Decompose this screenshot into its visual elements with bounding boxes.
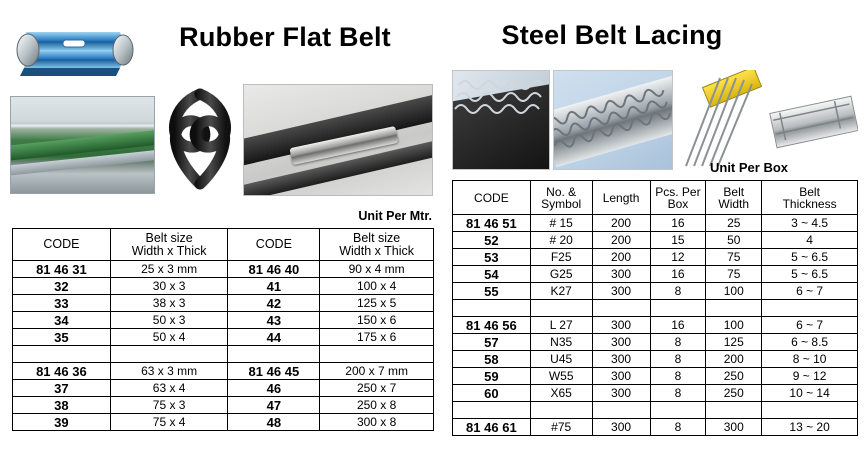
table-group-separator bbox=[453, 402, 858, 419]
cell-code: 55 bbox=[453, 283, 531, 300]
header-code: CODE bbox=[453, 181, 531, 215]
cell-thickness: 5 ~ 6.5 bbox=[762, 249, 858, 266]
cell-width: 100 bbox=[706, 317, 762, 334]
cell-size: 25 x 3 mm bbox=[110, 261, 228, 278]
table-row bbox=[13, 380, 434, 397]
header-pcs-line2: Box bbox=[667, 196, 689, 211]
cell-code: 81 46 31 bbox=[13, 261, 111, 278]
cell-code: 34 bbox=[13, 312, 111, 329]
cell-length: 300 bbox=[592, 317, 650, 334]
cell-symbol: G25 bbox=[530, 266, 592, 283]
cell-symbol: U45 bbox=[530, 351, 592, 368]
table-row bbox=[453, 334, 858, 351]
cell-code: 81 46 56 bbox=[453, 317, 531, 334]
cell-length: 200 bbox=[592, 215, 650, 232]
cell-width: 100 bbox=[706, 283, 762, 300]
header-width-line2: Width bbox=[718, 196, 750, 211]
table-row bbox=[453, 351, 858, 368]
cell-length: 300 bbox=[592, 351, 650, 368]
table-row bbox=[453, 215, 858, 232]
cell-symbol: # 15 bbox=[530, 215, 592, 232]
table-row bbox=[13, 363, 434, 380]
header-symbol-line2: Symbol bbox=[541, 196, 582, 211]
cell-size: 50 x 4 bbox=[110, 329, 228, 346]
cell-code-2: 81 46 45 bbox=[228, 363, 320, 380]
header-size-2-line1: Belt size bbox=[353, 231, 401, 245]
cell-pcs: 8 bbox=[650, 334, 706, 351]
cell-width: 300 bbox=[706, 419, 762, 436]
conveyor-photo bbox=[10, 96, 155, 194]
cell-code: 54 bbox=[453, 266, 531, 283]
cell-size: 75 x 3 bbox=[110, 397, 228, 414]
cell-thickness: 3 ~ 4.5 bbox=[762, 215, 858, 232]
cell-code: 57 bbox=[453, 334, 531, 351]
cell-thickness: 9 ~ 12 bbox=[762, 368, 858, 385]
cell-width: 25 bbox=[706, 215, 762, 232]
cell-code: 52 bbox=[453, 232, 531, 249]
header-symbol bbox=[530, 181, 592, 215]
cell-width: 50 bbox=[706, 232, 762, 249]
header-belt-width bbox=[706, 181, 762, 215]
table-header-row bbox=[13, 229, 434, 261]
table-row bbox=[453, 266, 858, 283]
cell-size: 50 x 3 bbox=[110, 312, 228, 329]
cell-code-2: 41 bbox=[228, 278, 320, 295]
cell-pcs: 16 bbox=[650, 266, 706, 283]
cell-size-2: 250 x 8 bbox=[320, 397, 434, 414]
table-row bbox=[13, 397, 434, 414]
cell-code-2: 44 bbox=[228, 329, 320, 346]
cell-length: 300 bbox=[592, 334, 650, 351]
table-row bbox=[13, 414, 434, 431]
cell-size-2: 200 x 7 mm bbox=[320, 363, 434, 380]
cell-pcs: 8 bbox=[650, 368, 706, 385]
cell-length: 300 bbox=[592, 419, 650, 436]
rubber-belt-table bbox=[12, 228, 434, 431]
cell-pcs: 8 bbox=[650, 419, 706, 436]
cell-code: 33 bbox=[13, 295, 111, 312]
cell-pcs: 12 bbox=[650, 249, 706, 266]
cell-code: 37 bbox=[13, 380, 111, 397]
table-group-separator bbox=[453, 300, 858, 317]
cell-length: 300 bbox=[592, 283, 650, 300]
cell-symbol: W55 bbox=[530, 368, 592, 385]
cell-pcs: 15 bbox=[650, 232, 706, 249]
table-group-separator bbox=[13, 346, 434, 363]
table-row bbox=[453, 317, 858, 334]
header-belt-thickness bbox=[762, 181, 858, 215]
cell-code-2: 46 bbox=[228, 380, 320, 397]
cell-length: 200 bbox=[592, 249, 650, 266]
cell-size-2: 300 x 8 bbox=[320, 414, 434, 431]
cell-thickness: 5 ~ 6.5 bbox=[762, 266, 858, 283]
header-pcs-line1: Pcs. Per bbox=[655, 184, 701, 199]
cell-size-2: 90 x 4 mm bbox=[320, 261, 434, 278]
cell-symbol: N35 bbox=[530, 334, 592, 351]
cell-code: 59 bbox=[453, 368, 531, 385]
cell-pcs: 8 bbox=[650, 283, 706, 300]
table-row bbox=[453, 368, 858, 385]
table-row bbox=[453, 419, 858, 436]
page-title-left: Rubber Flat Belt bbox=[179, 22, 391, 52]
table-row bbox=[453, 232, 858, 249]
cell-size: 75 x 4 bbox=[110, 414, 228, 431]
cell-symbol: X65 bbox=[530, 385, 592, 402]
cell-length: 300 bbox=[592, 385, 650, 402]
table-header-row bbox=[453, 181, 858, 215]
belt-coil-photo bbox=[160, 88, 240, 196]
lacing-row-photo bbox=[553, 70, 673, 170]
cell-width: 250 bbox=[706, 385, 762, 402]
cell-symbol: L 27 bbox=[530, 317, 592, 334]
cell-thickness: 10 ~ 14 bbox=[762, 385, 858, 402]
cell-size: 63 x 4 bbox=[110, 380, 228, 397]
cell-pcs: 8 bbox=[650, 351, 706, 368]
cell-width: 75 bbox=[706, 266, 762, 283]
lacing-strip-photo bbox=[452, 70, 550, 170]
cell-code: 81 46 61 bbox=[453, 419, 531, 436]
cell-code: 81 46 51 bbox=[453, 215, 531, 232]
table-row bbox=[13, 329, 434, 346]
cell-pcs: 8 bbox=[650, 385, 706, 402]
cell-symbol: K27 bbox=[530, 283, 592, 300]
header-code-2: CODE bbox=[228, 229, 320, 261]
cell-thickness: 4 bbox=[762, 232, 858, 249]
unit-caption-left: Unit Per Mtr. bbox=[358, 209, 432, 223]
header-size-1-line2: Width x Thick bbox=[131, 243, 207, 258]
belt-lacing-closeup-photo bbox=[243, 84, 433, 196]
cell-code: 35 bbox=[13, 329, 111, 346]
cell-code-2: 48 bbox=[228, 414, 320, 431]
header-pcs-per-box bbox=[650, 181, 706, 215]
rubber-belt-illustration bbox=[8, 18, 138, 90]
cell-thickness: 13 ~ 20 bbox=[762, 419, 858, 436]
cell-size-2: 150 x 6 bbox=[320, 312, 434, 329]
cell-length: 200 bbox=[592, 232, 650, 249]
cell-code: 81 46 36 bbox=[13, 363, 111, 380]
cell-code-2: 43 bbox=[228, 312, 320, 329]
connecting-pins-photo bbox=[676, 70, 764, 170]
cell-size: 30 x 3 bbox=[110, 278, 228, 295]
cell-code-2: 42 bbox=[228, 295, 320, 312]
page-title-right: Steel Belt Lacing bbox=[501, 20, 723, 50]
cell-thickness: 8 ~ 10 bbox=[762, 351, 858, 368]
cell-code: 32 bbox=[13, 278, 111, 295]
cell-width: 75 bbox=[706, 249, 762, 266]
cell-symbol: F25 bbox=[530, 249, 592, 266]
header-size-1 bbox=[110, 229, 228, 261]
cell-pcs: 16 bbox=[650, 215, 706, 232]
cell-code: 58 bbox=[453, 351, 531, 368]
table-row bbox=[13, 312, 434, 329]
cell-size-2: 100 x 4 bbox=[320, 278, 434, 295]
cell-width: 200 bbox=[706, 351, 762, 368]
cell-symbol: #75 bbox=[530, 419, 592, 436]
cell-code: 38 bbox=[13, 397, 111, 414]
header-symbol-line1: No. & bbox=[546, 184, 577, 199]
header-thickness-line1: Belt bbox=[799, 184, 820, 199]
cell-code-2: 81 46 40 bbox=[228, 261, 320, 278]
cell-code: 53 bbox=[453, 249, 531, 266]
cell-size-2: 250 x 7 bbox=[320, 380, 434, 397]
header-size-1-line1: Belt size bbox=[145, 231, 193, 245]
cell-width: 125 bbox=[706, 334, 762, 351]
header-size-2 bbox=[320, 229, 434, 261]
cell-length: 300 bbox=[592, 266, 650, 283]
table-row bbox=[13, 278, 434, 295]
cell-code: 39 bbox=[13, 414, 111, 431]
cell-length: 300 bbox=[592, 368, 650, 385]
cell-size: 38 x 3 bbox=[110, 295, 228, 312]
header-thickness-line2: Thickness bbox=[782, 196, 837, 211]
table-row bbox=[453, 249, 858, 266]
cell-code-2: 47 bbox=[228, 397, 320, 414]
lacing-tool-photo bbox=[768, 70, 858, 170]
steel-lacing-table bbox=[452, 180, 858, 436]
cell-thickness: 6 ~ 8.5 bbox=[762, 334, 858, 351]
cell-width: 250 bbox=[706, 368, 762, 385]
cell-code: 60 bbox=[453, 385, 531, 402]
header-code-1: CODE bbox=[13, 229, 111, 261]
table-row bbox=[453, 385, 858, 402]
header-width-line1: Belt bbox=[723, 184, 745, 199]
cell-pcs: 16 bbox=[650, 317, 706, 334]
cell-thickness: 6 ~ 7 bbox=[762, 283, 858, 300]
header-length: Length bbox=[592, 181, 650, 215]
table-row bbox=[13, 295, 434, 312]
table-row bbox=[13, 261, 434, 278]
cell-size-2: 125 x 5 bbox=[320, 295, 434, 312]
header-size-2-line2: Width x Thick bbox=[339, 243, 415, 258]
cell-symbol: # 20 bbox=[530, 232, 592, 249]
cell-size: 63 x 3 mm bbox=[110, 363, 228, 380]
unit-caption-right: Unit Per Box bbox=[709, 160, 788, 175]
cell-thickness: 6 ~ 7 bbox=[762, 317, 858, 334]
cell-size-2: 175 x 6 bbox=[320, 329, 434, 346]
table-row bbox=[453, 283, 858, 300]
